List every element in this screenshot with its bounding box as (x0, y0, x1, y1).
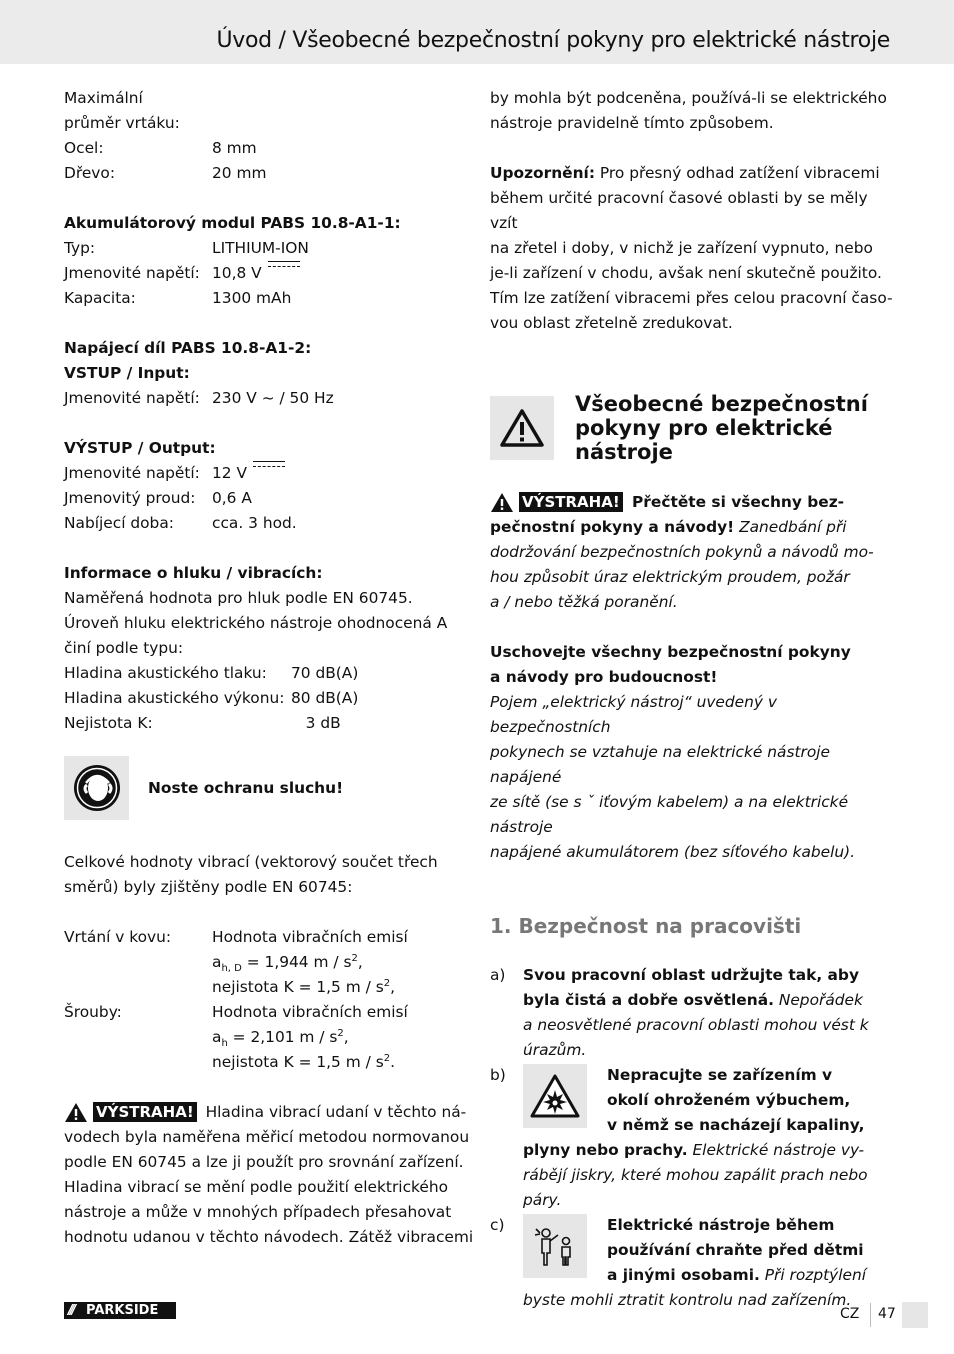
subsection-title: 1. Bezpečnost na pracovišti (490, 914, 802, 938)
spec-key: Kapacita: (64, 289, 136, 307)
spec-value: 0,6 A (212, 489, 252, 507)
spec-label: Maximální (64, 89, 143, 107)
list-item: a) Svou pracovní oblast udržujte tak, aby byla čistá a dobře osvětlená. Nepořádek a neosvětlené pracovní oblasti mohou vést k úrazům. (490, 963, 895, 1063)
keep-instructions: a návody pro budoucnost! (490, 668, 718, 686)
page-tab (902, 1302, 928, 1328)
note-text: Upozornění: Pro přesný odhad zatížení vibracemi (490, 164, 880, 182)
warning-triangle-icon (490, 396, 554, 460)
spec-row (64, 1025, 474, 1050)
spec-value: nejistota K = 1,5 m / $s^2$, (212, 977, 396, 996)
spec-row (64, 286, 474, 311)
note-text: Tím lze zatížení vibracemi přes celou pracovní časo- (490, 289, 893, 307)
spec-key: Jmenovité napětí: (64, 464, 200, 482)
input-heading: VSTUP / Input: (64, 364, 190, 382)
spec-key: Jmenovitý proud: (64, 489, 196, 507)
keep-children-away-icon (523, 1214, 587, 1278)
spec-row (64, 1000, 474, 1025)
page-header (0, 0, 954, 64)
spec-value: 12 V (212, 464, 248, 482)
spec-key: Nejistota K: (64, 714, 153, 732)
spec-row (64, 161, 474, 186)
right-column (490, 86, 895, 1313)
keep-instructions: Uschovejte všechny bezpečnostní pokyny (490, 643, 851, 661)
spec-value: 3 dB (291, 714, 341, 732)
noise-text: činí podle typu: (64, 639, 184, 657)
warning-badge: VÝSTRAHA! (93, 1102, 197, 1122)
spec-row (64, 261, 474, 286)
spec-row (64, 461, 474, 486)
safety-warning: VÝSTRAHA! Přečtěte si všechny bez- (490, 490, 895, 515)
warning-text: hodnotu udanou v těchto návodech. Zátěž vibracemi (64, 1228, 474, 1246)
definition-text: ze sítě (se s ˇ iťovým kabelem) a na elektrické nástroje (490, 793, 849, 836)
spec-row (64, 236, 474, 261)
page-number: 47 (878, 1306, 896, 1322)
spec-value: 10,8 V (212, 264, 262, 282)
warning-text: Hladina vibrací se mění podle použití elektrického (64, 1178, 449, 1196)
note-text: na zřetel i doby, v nichž je zařízení vypnuto, nebo (490, 239, 873, 257)
spec-value: LITHIUM-ION (212, 239, 309, 257)
spec-key: Vrtání v kovu: (64, 928, 172, 946)
section-heading (490, 392, 895, 464)
explosion-hazard-icon (523, 1064, 587, 1128)
spec-row (64, 386, 474, 411)
warning-text: podle EN 60745 a lze ji použít pro srovnání zařízení. (64, 1153, 464, 1171)
spec-key: Šrouby: (64, 1003, 122, 1021)
safety-warning-text: dodržování bezpečnostních pokynů a návodů mo- (490, 543, 874, 561)
spec-value: cca. 3 hod. (212, 514, 297, 532)
definition-text: napájené akumulátorem (bez síťového kabelu). (490, 843, 856, 861)
spec-value: $a_{h, D} = 1,944$ m / $s^2$, (212, 952, 363, 975)
spec-row (64, 511, 474, 536)
spec-row (64, 950, 474, 975)
parkside-logo: /// PARKSIDE (64, 1302, 176, 1319)
note-text: je-li zařízení v chodu, avšak není skutečně použito. (490, 264, 882, 282)
definition-text: Pojem „elektrický nástroj“ uvedený v bezpečnostních (490, 693, 777, 736)
spec-key: Jmenovité napětí: (64, 389, 200, 407)
spec-value: $a_h = 2,101$ m / $s^2$, (212, 1027, 349, 1050)
spec-key: Typ: (64, 239, 96, 257)
page-title: Úvod / Všeobecné bezpečnostní pokyny pro elektrické nástroje (216, 28, 890, 53)
list-marker: a) (490, 966, 506, 984)
spec-value: 230 V ~ / 50 Hz (212, 389, 334, 407)
list-item: b) Nepracujte se zařízením v okolí ohroženém výbuchem, v němž se nacházejí kapaliny, plyny nebo prachy. Elektrické nástroje vy- rábějí jiskry, které mohou zapálit prach nebo páry. (490, 1063, 895, 1213)
spec-row (64, 486, 474, 511)
list-marker: b) (490, 1066, 506, 1084)
vibration-text: směrů) byly zjištěny podle EN 60745: (64, 878, 353, 896)
spec-value: 20 mm (212, 164, 267, 182)
dc-symbol-icon (253, 461, 285, 469)
section-title: Všeobecné bezpečnostní pokyny pro elektrické nástroje (575, 392, 868, 464)
warning-badge: VÝSTRAHA! (519, 492, 623, 512)
list-marker: c) (490, 1216, 505, 1234)
spec-key: Nabíjecí doba: (64, 514, 174, 532)
spec-row (64, 925, 474, 950)
noise-heading: Informace o hluku / vibracích: (64, 564, 323, 582)
spec-row (64, 661, 474, 686)
body-text: nástroje pravidelně tímto způsobem. (490, 114, 774, 132)
warning-triangle-icon (490, 492, 514, 513)
spec-key: Ocel: (64, 139, 104, 157)
spec-key: Hladina akustického výkonu: (64, 689, 285, 707)
spec-label: průměr vrtáku: (64, 114, 180, 132)
spec-row (64, 686, 474, 711)
spec-key: Hladina akustického tlaku: (64, 664, 267, 682)
spec-value: 1300 mAh (212, 289, 292, 307)
psu-heading: Napájecí díl PABS 10.8-A1-2: (64, 339, 312, 357)
ear-protection-label: Noste ochranu sluchu! (148, 778, 344, 797)
spec-value: 70 dB(A) (291, 664, 359, 682)
safety-warning-text: pečnostní pokyny a návody! Zanedbání při (490, 518, 847, 536)
vibration-text: Celkové hodnoty vibrací (vektorový součet třech (64, 853, 438, 871)
spec-row (64, 1050, 474, 1075)
spec-value: 8 mm (212, 139, 257, 157)
warning-text: vodech byla naměřena měřicí metodou normovanou (64, 1128, 470, 1146)
language-code: CZ (840, 1306, 860, 1322)
note-text: během určité pracovní časové oblasti by se měly vzít (490, 189, 868, 232)
spec-value: Hodnota vibračních emisí (212, 928, 408, 946)
warning-text: nástroje a může v mnohých případech přesahovat (64, 1203, 452, 1221)
spec-value: 80 dB(A) (291, 689, 359, 707)
safety-warning-text: hou způsobit úraz elektrickým proudem, požár (490, 568, 850, 586)
spec-value: Hodnota vibračních emisí (212, 1003, 408, 1021)
spec-row (64, 975, 474, 1000)
noise-text: Naměřená hodnota pro hluk podle EN 60745. (64, 589, 413, 607)
footer-divider (870, 1303, 871, 1327)
ear-protection-notice (64, 756, 474, 820)
safety-warning-text: a / nebo těžká poranění. (490, 593, 678, 611)
ear-protection-icon (64, 756, 129, 820)
spec-row (64, 711, 474, 736)
definition-text: pokynech se vztahuje na elektrické nástroje napájené (490, 743, 831, 786)
dc-symbol-icon (268, 261, 300, 269)
battery-heading: Akumulátorový modul PABS 10.8-A1-1: (64, 214, 401, 232)
output-heading: VÝSTUP / Output: (64, 439, 216, 457)
spec-key: Dřevo: (64, 164, 116, 182)
list-item: c) Elektrické nástroje během používání chraňte před dětmi a jinými osobami. Při rozptýlení byste mohli ztratit kontrolu nad zařízením. (490, 1213, 895, 1313)
note-text: vou oblast zřetelně zredukovat. (490, 314, 733, 332)
spec-row (64, 136, 474, 161)
spec-value: nejistota K = 1,5 m / $s^2$. (212, 1052, 396, 1071)
noise-text: Úroveň hluku elektrického nástroje ohodnocená A (64, 614, 448, 632)
warning-triangle-icon (64, 1102, 88, 1123)
left-column (64, 86, 474, 1250)
vibration-warning: VÝSTRAHA! Hladina vibrací udaní v těchto ná- (64, 1100, 474, 1125)
spec-key: Jmenovité napětí: (64, 264, 200, 282)
body-text: by mohla být podceněna, používá-li se elektrického (490, 89, 887, 107)
